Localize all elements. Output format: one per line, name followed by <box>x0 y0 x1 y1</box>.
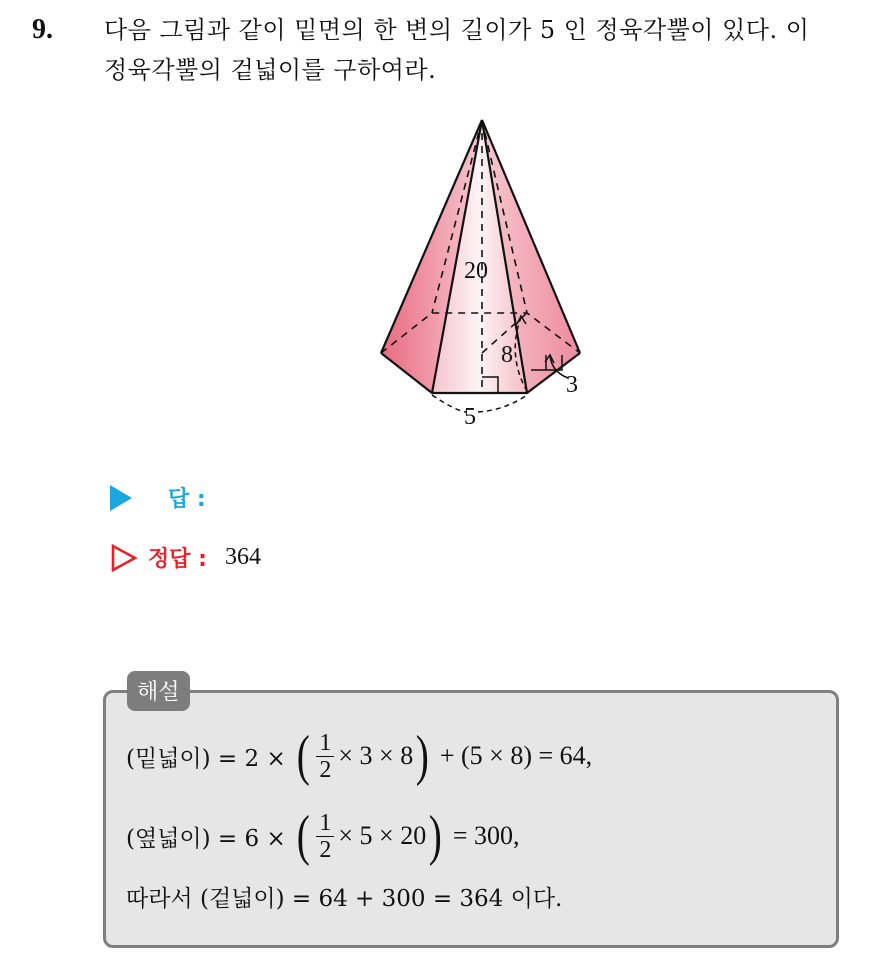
solution-line-3 <box>126 880 562 913</box>
answer-row <box>110 482 206 513</box>
solution-line-3-text: 따라서 (겉넓이) = 64 + 300 = 364 이다. <box>126 886 563 912</box>
correct-answer-value: 364 <box>224 544 261 570</box>
pyramid-faces <box>381 120 580 393</box>
correct-answer-row <box>110 542 261 573</box>
fraction-half: $\frac{1}{2}$ <box>316 730 334 783</box>
apothem-label: 3 <box>566 372 578 398</box>
solution-line-2 <box>126 805 520 867</box>
pyramid-figure <box>370 108 600 438</box>
solution-line-1-product: × 3 × 8 <box>338 741 414 770</box>
question-text-line-2: 정육각뿔의 겉넓이를 구하여라. <box>104 56 437 84</box>
side-length-label: 5 <box>464 404 476 430</box>
fraction-half: $\frac{1}{2}$ <box>316 810 334 863</box>
correct-answer-label: 정답 : <box>148 547 207 572</box>
outline-triangle-icon <box>110 543 138 573</box>
answer-triangle-icon <box>110 485 132 511</box>
solution-tag: 해설 <box>127 671 190 711</box>
solution-line-2-start: (옆넓이) = 6 × <box>126 825 286 852</box>
slant-height-label: 8 <box>501 342 513 368</box>
solution-line-1 <box>126 725 593 787</box>
solution-line-2-end: = 300, <box>452 821 520 850</box>
question-text-line-1: 다음 그림과 같이 밑면의 한 변의 길이가 5 인 정육각뿔이 있다. 이 <box>104 16 810 44</box>
open-paren: ( <box>296 725 310 787</box>
question-number: 9. <box>32 14 53 45</box>
answer-label: 답 : <box>168 487 206 512</box>
solution-line-1-end: + (5 × 8) = 64, <box>439 741 593 770</box>
close-paren: ) <box>429 805 443 867</box>
open-paren: ( <box>296 805 310 867</box>
close-paren: ) <box>416 725 430 787</box>
height-label: 20 <box>464 258 488 284</box>
question-text <box>104 10 864 90</box>
solution-line-1-start: (밑넓이) = 2 × <box>126 745 286 772</box>
solution-line-2-product: × 5 × 20 <box>338 821 427 850</box>
